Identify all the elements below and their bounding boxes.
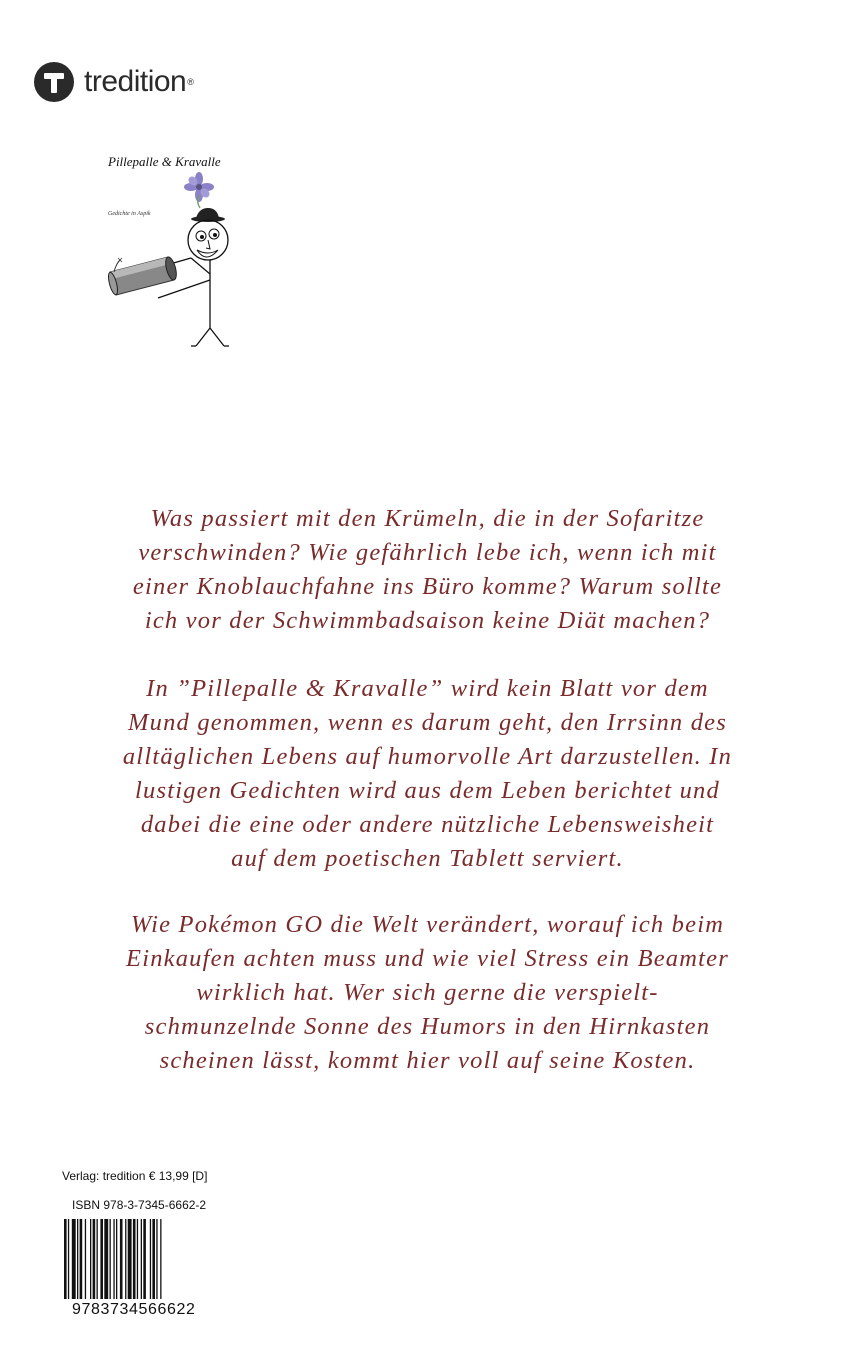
publisher-logo [34,62,194,102]
blurb-line: wirklich hat. Wer sich gerne die verspielt- [196,979,659,1006]
barcode-block [60,1163,235,1328]
ean-number: 9783734566622 [72,1301,196,1318]
blurb-line: Was passiert mit den Krümeln, die in der Sofaritze [150,505,705,532]
blurb-line: auf dem poetischen Tablett serviert. [231,845,624,872]
cannon-icon [107,256,179,296]
verlag-price-line: Verlag: tredition € 13,99 [D] [62,1169,208,1183]
stick-figure-illustration-icon [96,140,256,360]
blurb-paragraph-2 [60,672,795,876]
cover-title: Pillepalle & Kravalle [108,154,221,169]
tredition-logo-icon [34,62,74,102]
publisher-name: tredition [84,65,187,98]
blurb-line: Mund genommen, wenn es darum geht, den Irrsinn des [128,709,727,736]
blurb-line: alltäglichen Lebens auf humorvolle Art darzustellen. In [122,743,733,770]
blurb-line: In ”Pillepalle & Kravalle” wird kein Blatt vor dem [146,675,709,702]
blurb-line: schmunzelnde Sonne des Humors in den Hirnkasten [144,1013,711,1040]
blurb-line: verschwinden? Wie gefährlich lebe ich, wenn ich mit [138,539,717,566]
blurb-line: dabei die eine oder andere nützliche Lebensweisheit [140,811,715,838]
cover-thumbnail [96,140,256,360]
barcode-icon [64,1219,229,1299]
blurb-line: Einkaufen achten muss und wie viel Stress ein Beamter [126,945,729,972]
registered-mark: ® [187,77,194,87]
flower-icon [184,172,214,208]
blurb-line: ich vor der Schwimmbadsaison keine Diät machen? [144,607,711,634]
blurb-paragraph-3 [60,908,795,1078]
blurb-line: einer Knoblauchfahne ins Büro komme? Warum sollte [132,573,723,600]
blurb-paragraph-1 [60,502,795,638]
blurb-line: Wie Pokémon GO die Welt verändert, worauf ich beim [130,911,725,938]
cover-subtitle: Gedichte in Aspik [108,211,151,217]
isbn-line: ISBN 978-3-7345-6662-2 [72,1198,207,1212]
blurb-line: scheinen lässt, kommt hier voll auf seine Kosten. [159,1047,696,1074]
blurb-line: lustigen Gedichten wird aus dem Leben berichtet und [135,777,720,804]
